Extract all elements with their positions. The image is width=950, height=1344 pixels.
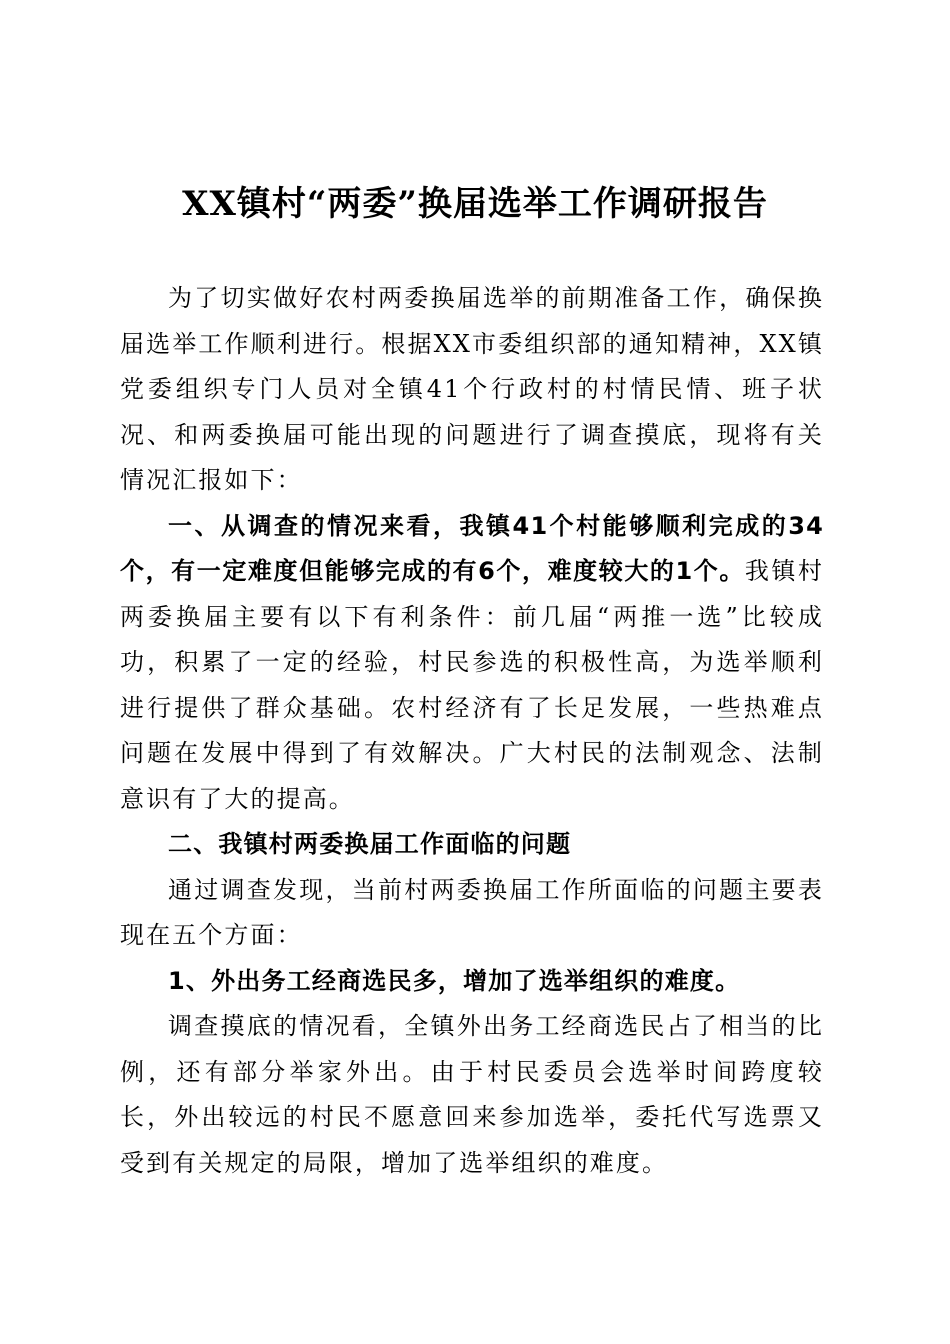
item1-heading: 1、外出务工经商选民多，增加了选举组织的难度。 <box>168 966 741 995</box>
section1-text: 我镇村两委换届主要有以下有利条件：前几届“两推一选”比较成功，积累了一定的经验，村民参选的积极性高，为选举顺利进行提供了群众基础。农村经济有了长足发展，一些热难点问题在发展中得到了有效解决。广大村民的法制观念、法制意识有了大的提高。 <box>120 557 824 813</box>
section2-heading: 二、我镇村两委换届工作面临的问题 <box>168 830 572 858</box>
section2-paragraph: 通过调查发现，当前村两委换届工作所面临的问题主要表现在五个方面： <box>120 875 824 949</box>
section1-paragraph <box>120 504 824 823</box>
item1-paragraph: 调查摸底的情况看，全镇外出务工经商选民占了相当的比例，还有部分举家外出。由于村民委员会选举时间跨度较长，外出较远的村民不愿意回来参加选举，委托代写选票又受到有关规定的局限，增加了选举组织的难度。 <box>120 1012 824 1177</box>
document-title: XX镇村“两委”换届选举工作调研报告 <box>182 184 768 224</box>
intro-paragraph: 为了切实做好农村两委换届选举的前期准备工作，确保换届选举工作顺利进行。根据XX市委组织部的通知精神，XX镇党委组织专门人员对全镇41个行政村的村情民情、班子状况、和两委换届可能出现的问题进行了调查摸底，现将有关情况汇报如下： <box>120 284 824 494</box>
section1-bold-lead: 一、从调查的情况来看，我镇41个村能够顺利完成的34个，有一定难度但能够完成的有6个，难度较大的1个。 <box>120 511 824 585</box>
document-body <box>120 276 824 1186</box>
